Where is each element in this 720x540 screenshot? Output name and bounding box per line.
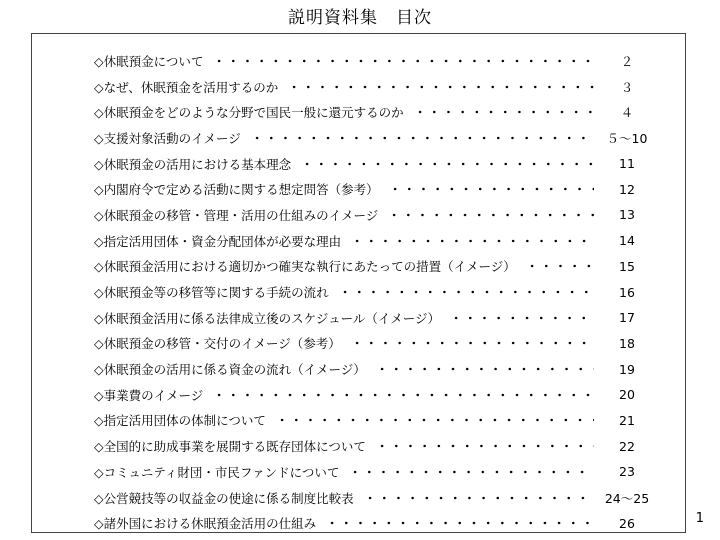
dot-leader <box>209 54 594 68</box>
toc-row-title: ◇指定活用団体の体制について <box>94 411 270 429</box>
toc-row-page: 24～25 <box>604 490 650 506</box>
dot-leader <box>347 336 594 350</box>
toc-row <box>94 48 654 74</box>
toc-row-title: ◇休眠預金の移管・交付のイメージ（参考） <box>94 334 345 352</box>
dot-leader <box>360 491 594 505</box>
toc-row-page: 18 <box>619 335 635 351</box>
toc-row-page: ４ <box>620 105 634 121</box>
toc-row-page: 13 <box>619 207 635 223</box>
toc-row <box>94 408 654 434</box>
toc-row <box>94 151 654 177</box>
toc-row-page: ５～10 <box>606 130 648 146</box>
toc-row <box>94 99 654 125</box>
toc-row-title: ◇休眠預金の活用に係る資金の流れ（イメージ） <box>94 360 370 378</box>
dot-leader <box>522 259 594 273</box>
dot-leader <box>385 182 594 196</box>
toc-row-title: ◇事業費のイメージ <box>94 386 207 404</box>
toc-row-page: 15 <box>619 258 635 274</box>
toc-row <box>94 433 654 459</box>
dot-leader <box>322 516 594 530</box>
toc-row-title: ◇休眠預金をどのような分野で国民一般に還元するのか <box>94 103 408 121</box>
toc-row-page: 14 <box>619 233 635 249</box>
toc-row-page: ３ <box>620 79 634 95</box>
slide-number: 1 <box>695 511 704 526</box>
toc-row <box>94 356 654 382</box>
dot-leader <box>297 157 594 171</box>
dot-leader <box>272 413 594 427</box>
toc-row-page: 11 <box>619 156 635 172</box>
toc-row-title: ◇諸外国における休眠預金活用の仕組み <box>94 514 320 532</box>
toc-row-title: ◇内閣府令で定める活動に関する想定問答（参考） <box>94 180 383 198</box>
dot-leader <box>372 439 594 453</box>
toc-row <box>94 125 654 151</box>
toc-row <box>94 254 654 280</box>
toc-row-title: ◇休眠預金活用における適切かつ確実な執行にあたっての措置（イメージ） <box>94 257 520 275</box>
dot-leader <box>209 388 594 402</box>
toc-row <box>94 459 654 485</box>
page-title: 説明資料集 目次 <box>288 8 432 28</box>
toc-row-title: ◇休眠預金等の移管等に関する手続の流れ <box>94 283 333 301</box>
dot-leader <box>347 234 594 248</box>
dot-leader <box>335 285 594 299</box>
toc-row-title: ◇なぜ、休眠預金を活用するのか <box>94 78 282 96</box>
toc-row-title: ◇コミュニティ財団・市民ファンドについて <box>94 463 343 481</box>
toc-row-page: 12 <box>619 181 635 197</box>
toc-row-page: 20 <box>619 387 635 403</box>
toc-row <box>94 74 654 100</box>
dot-leader <box>410 105 594 119</box>
toc-row-title: ◇公営競技等の収益金の使途に係る制度比較表 <box>94 489 358 507</box>
toc-row <box>94 279 654 305</box>
toc-row-title: ◇休眠預金について <box>94 52 207 70</box>
toc-row-title: ◇休眠預金の移管・管理・活用の仕組みのイメージ <box>94 206 382 224</box>
toc-row-page: 16 <box>619 284 635 300</box>
toc-row-page: 23 <box>619 464 635 480</box>
dot-leader <box>446 311 594 325</box>
dot-leader <box>284 80 594 94</box>
toc-row <box>94 485 654 511</box>
toc-row-title: ◇全国的に助成事業を展開する既存団体について <box>94 437 370 455</box>
toc-row-title: ◇指定活用団体・資金分配団体が必要な理由 <box>94 232 345 250</box>
dot-leader <box>247 131 594 145</box>
toc-row-page: 26 <box>619 515 635 531</box>
table-of-contents <box>94 48 654 536</box>
toc-row <box>94 331 654 357</box>
toc-row-title: ◇休眠預金活用に係る法律成立後のスケジュール（イメージ） <box>94 309 444 327</box>
toc-row <box>94 382 654 408</box>
toc-row <box>94 510 654 536</box>
toc-row-title: ◇支援対象活動のイメージ <box>94 129 245 147</box>
dot-leader <box>384 208 594 222</box>
toc-row <box>94 228 654 254</box>
toc-row-page: 22 <box>619 438 635 454</box>
toc-row-page: ２ <box>620 53 634 69</box>
dot-leader <box>345 465 594 479</box>
toc-row <box>94 202 654 228</box>
dot-leader <box>372 362 594 376</box>
toc-row-page: 17 <box>619 310 635 326</box>
toc-row-title: ◇休眠預金の活用における基本理念 <box>94 155 295 173</box>
toc-row-page: 21 <box>619 412 635 428</box>
toc-row-page: 19 <box>619 361 635 377</box>
toc-row <box>94 305 654 331</box>
toc-row <box>94 176 654 202</box>
